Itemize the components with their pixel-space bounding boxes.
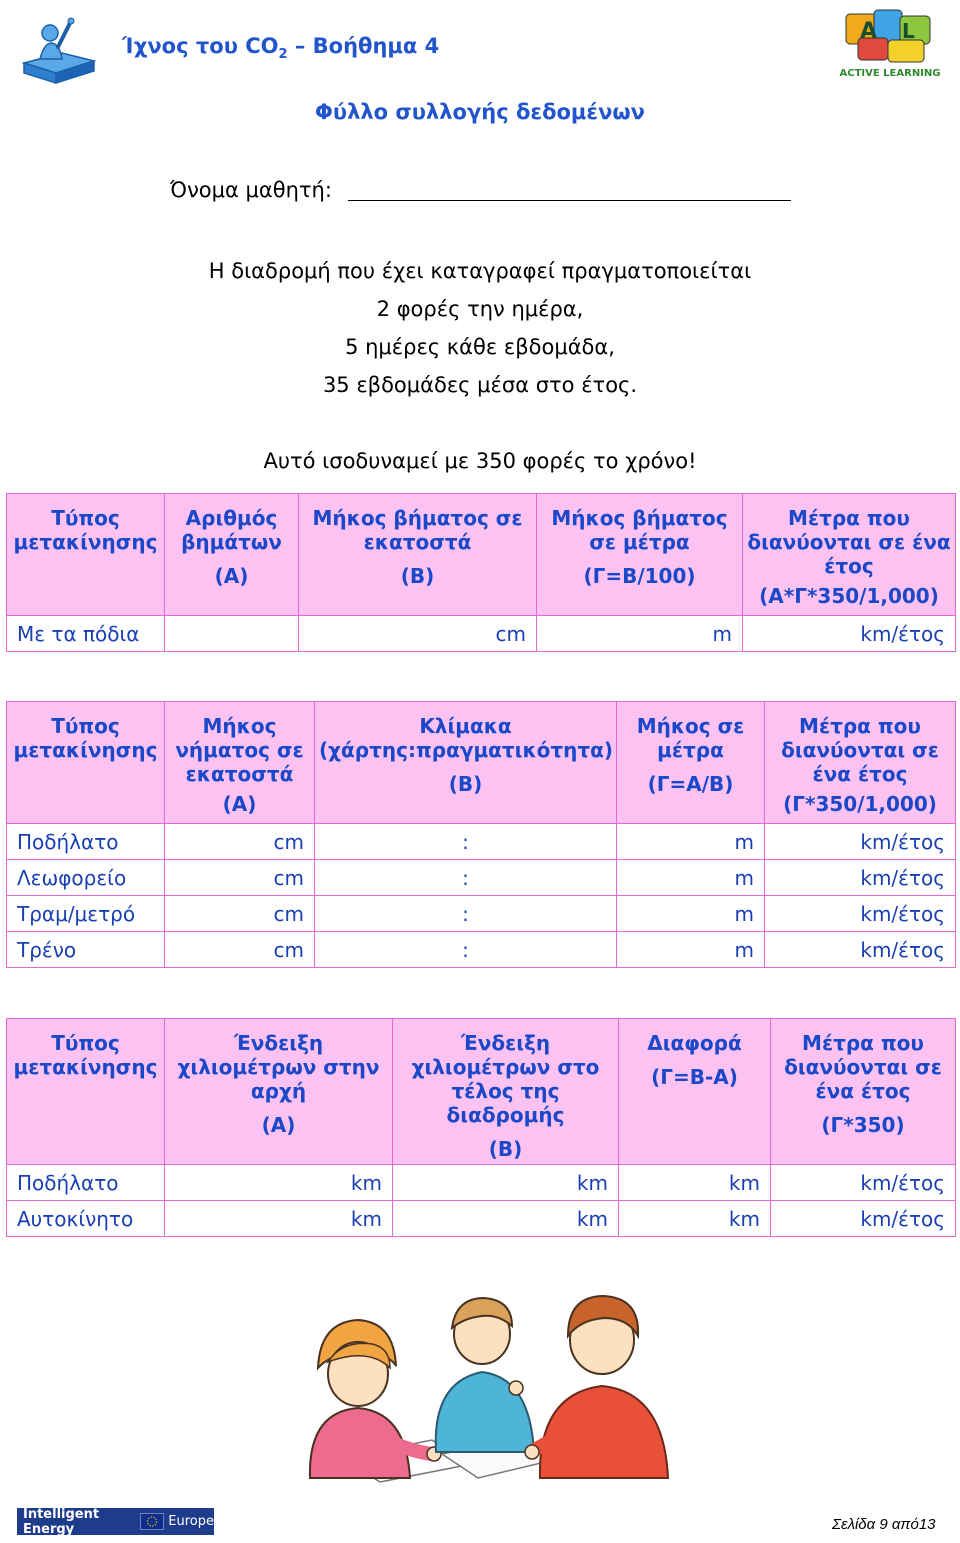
thread-cm-cell[interactable]: cm [165,824,315,860]
intro-summary: Αυτό ισοδυναμεί με 350 φορές το χρόνο! [263,449,697,473]
km-year-cell[interactable]: km/έτος [765,860,956,896]
header-cell: Τύπος μετακίνησης [7,494,165,616]
table-row [7,1165,956,1201]
intro-text [0,252,960,480]
header-cell: Μήκος βήματος σε μέτρα (Γ=Β/100) [537,494,743,616]
intro-line: 5 ημέρες κάθε εβδομάδα, [345,335,615,359]
table-row [7,616,956,652]
header-cell: Μέτρα που διανύονται σε ένα έτος (Γ*350) [771,1019,956,1165]
start-km-cell[interactable]: km [165,1165,393,1201]
difference-km-cell[interactable]: km [619,1165,771,1201]
sheet-title: Φύλλο συλλογής δεδομένων [315,100,645,124]
header-cell: Μήκος σε μέτρα (Γ=Α/Β) [617,702,765,824]
map-measure-table [6,701,956,968]
svg-text:A: A [860,19,878,44]
header-cell: Τύπος μετακίνησης [7,702,165,824]
intro-line: 2 φορές την ημέρα, [376,297,584,321]
scale-cell[interactable]: : [315,932,617,968]
step-m-cell[interactable]: m [537,616,743,652]
row-label: Αυτοκίνητο [7,1201,165,1237]
start-km-cell[interactable]: km [165,1201,393,1237]
header-cell: Διαφορά (Γ=Β-Α) [619,1019,771,1165]
table-row [7,932,956,968]
active-learning-text: ACTIVE LEARNING [839,68,941,79]
row-label: Λεωφορείο [7,860,165,896]
km-year-cell[interactable]: km/έτος [771,1165,956,1201]
student-name-label: Όνομα μαθητή: [170,178,332,202]
table-row [7,1201,956,1237]
km-year-cell[interactable]: km/έτος [743,616,956,652]
walking-table [6,493,956,652]
difference-km-cell[interactable]: km [619,1201,771,1237]
length-m-cell[interactable]: m [617,932,765,968]
scale-cell[interactable]: : [315,860,617,896]
thread-cm-cell[interactable]: cm [165,896,315,932]
length-m-cell[interactable]: m [617,860,765,896]
student-name-field[interactable] [348,200,791,201]
steps-input-cell[interactable] [165,616,299,652]
step-cm-cell[interactable]: cm [299,616,537,652]
thread-cm-cell[interactable]: cm [165,932,315,968]
student-desk-logo [20,15,98,85]
table-row [7,896,956,932]
active-learning-logo [838,8,942,80]
km-year-cell[interactable]: km/έτος [765,824,956,860]
row-label: Τρένο [7,932,165,968]
row-label: Ποδήλατο [7,824,165,860]
length-m-cell[interactable]: m [617,896,765,932]
sponsor-region-text: Europe [168,1514,214,1529]
row-label: Ποδήλατο [7,1165,165,1201]
end-km-cell[interactable]: km [393,1201,619,1237]
header-cell: Αριθμός βημάτων (Α) [165,494,299,616]
intelligent-energy-logo [17,1508,214,1535]
scale-cell[interactable]: : [315,896,617,932]
table-row [7,824,956,860]
header-title: Ίχνος του $CO_2$ – Βοήθημα 4 [122,34,440,63]
header-cell: Μέτρα που διανύονται σε ένα έτος (Γ*350/1,000) [765,702,956,824]
km-year-cell[interactable]: km/έτος [771,1201,956,1237]
svg-text:L: L [902,19,915,43]
thread-cm-cell[interactable]: cm [165,860,315,896]
sponsor-main-text: Intelligent Energy [23,1506,100,1537]
children-studying-illustration [272,1282,688,1484]
end-km-cell[interactable]: km [393,1165,619,1201]
header-cell: Μέτρα που διανύονται σε ένα έτος (Α*Γ*350/1,000) [743,494,956,616]
table-row [7,860,956,896]
header-cell: Τύπος μετακίνησης [7,1019,165,1165]
length-m-cell[interactable]: m [617,824,765,860]
header-cell: Κλίμακα (χάρτης:πραγματικότητα) (Β) [315,702,617,824]
header-cell: Ένδειξη χιλιομέτρων στο τέλος της διαδρομής (Β) [393,1019,619,1165]
intro-line: 35 εβδομάδες μέσα στο έτος. [322,373,638,397]
km-year-cell[interactable]: km/έτος [765,896,956,932]
scale-cell[interactable]: : [315,824,617,860]
eu-flag-icon [140,1513,164,1530]
row-label: Με τα πόδια [7,616,165,652]
header-cell: Μήκος βήματος σε εκατοστά (Β) [299,494,537,616]
page-number: Σελίδα 9 από13 [832,1516,936,1533]
row-label: Τραμ/μετρό [7,896,165,932]
km-year-cell[interactable]: km/έτος [765,932,956,968]
header-cell: Ένδειξη χιλιομέτρων στην αρχή (Α) [165,1019,393,1165]
odometer-table [6,1018,956,1237]
intro-line: Η διαδρομή που έχει καταγραφεί πραγματοποιείται [208,259,752,283]
header-cell: Μήκος νήματος σε εκατοστά (Α) [165,702,315,824]
